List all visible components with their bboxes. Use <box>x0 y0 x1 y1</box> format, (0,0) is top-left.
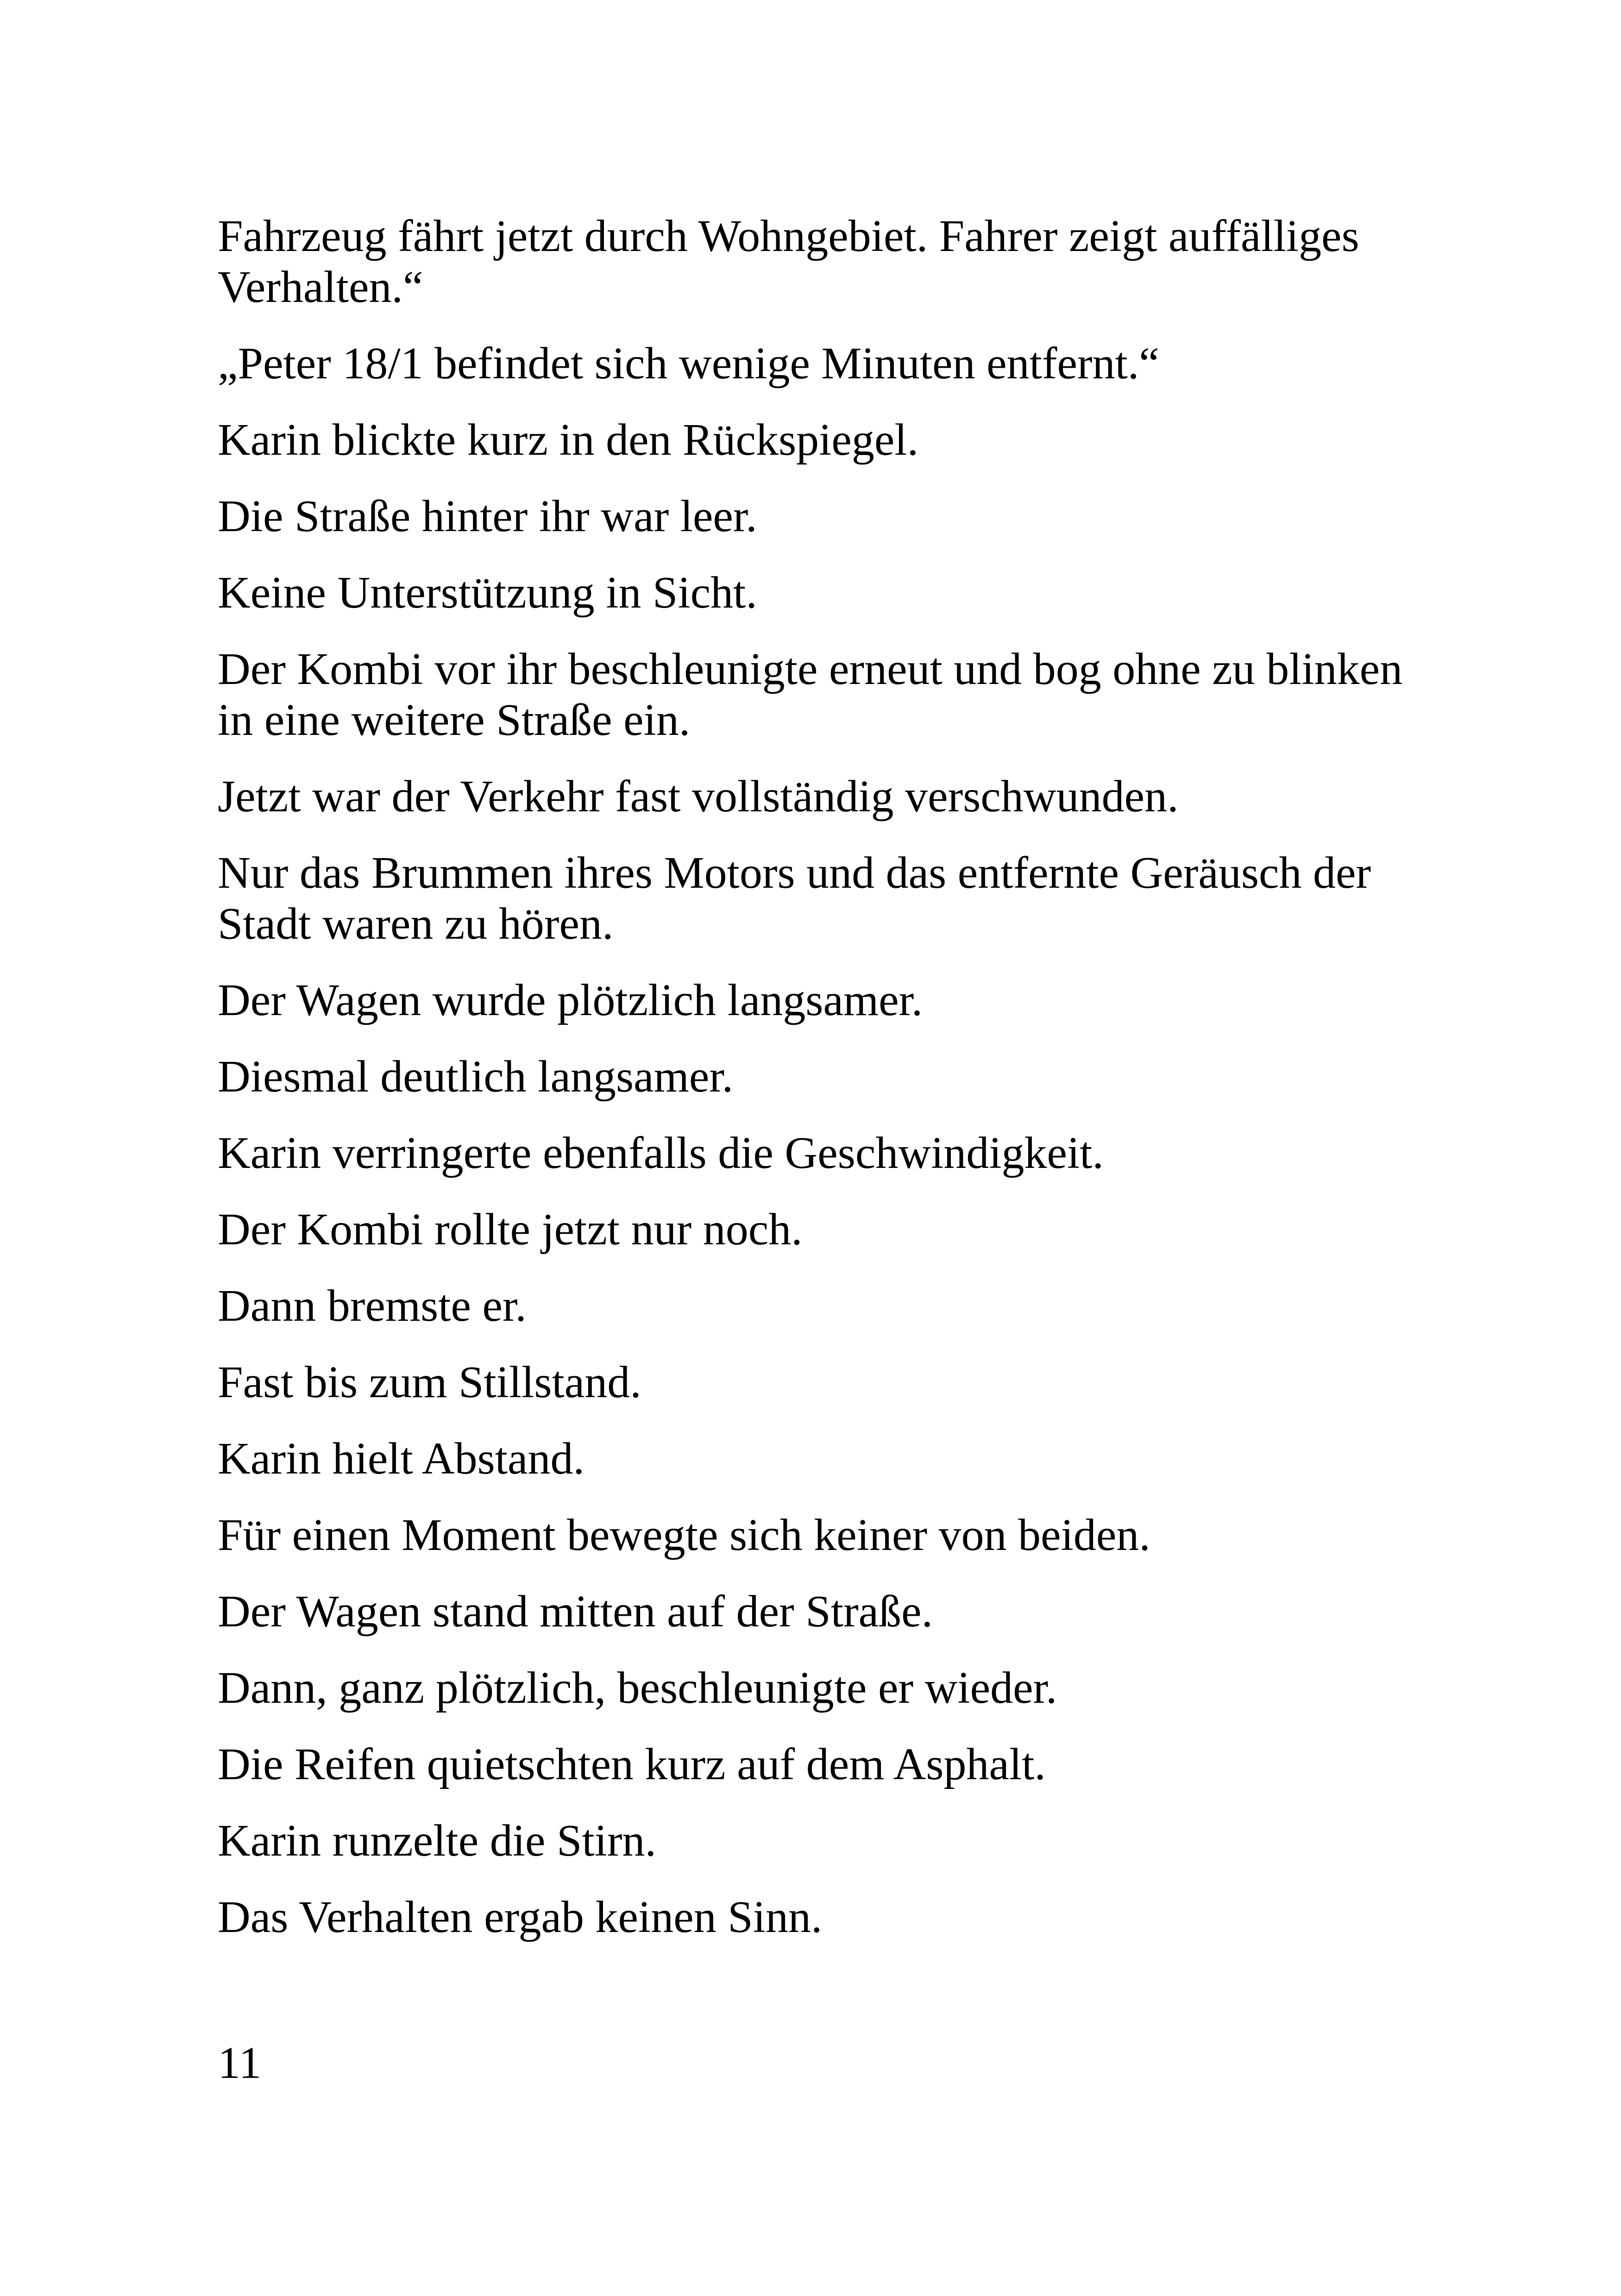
paragraph: Diesmal deutlich langsamer. <box>218 1052 734 1102</box>
paragraph: Nur das Brummen ihres Motors und das entfernte Geräusch der Stadt waren zu hören. <box>218 848 1371 949</box>
paragraph: Karin blickte kurz in den Rückspiegel. <box>218 415 919 465</box>
paragraph: Dann, ganz plötzlich, beschleunigte er wieder. <box>218 1663 1057 1713</box>
paragraph: Fahrzeug fährt jetzt durch Wohngebiet. Fahrer zeigt auffälliges Verhalten.“ <box>218 211 1359 312</box>
paragraph: Die Straße hinter ihr war leer. <box>218 491 757 541</box>
paragraph: Karin hielt Abstand. <box>218 1434 585 1484</box>
paragraph: Keine Unterstützung in Sicht. <box>218 568 757 618</box>
paragraph: Karin runzelte die Stirn. <box>218 1816 657 1866</box>
paragraph: Fast bis zum Stillstand. <box>218 1357 641 1407</box>
paragraph: Die Reifen quietschten kurz auf dem Asphalt. <box>218 1739 1046 1789</box>
paragraph: Der Kombi rollte jetzt nur noch. <box>218 1204 803 1255</box>
paragraph: „Peter 18/1 befindet sich wenige Minuten entfernt.“ <box>218 339 1159 389</box>
paragraph: Dann bremste er. <box>218 1281 527 1331</box>
paragraph: Der Wagen wurde plötzlich langsamer. <box>218 975 923 1025</box>
paragraph: Jetzt war der Verkehr fast vollständig verschwunden. <box>218 772 1179 822</box>
page-body-text <box>218 211 1431 1968</box>
paragraph: Der Wagen stand mitten auf der Straße. <box>218 1587 933 1637</box>
paragraph: Das Verhalten ergab keinen Sinn. <box>218 1892 823 1942</box>
paragraph: Für einen Moment bewegte sich keiner von beiden. <box>218 1510 1150 1560</box>
paragraph: Karin verringerte ebenfalls die Geschwindigkeit. <box>218 1128 1104 1178</box>
page-number: 11 <box>218 2038 262 2088</box>
paragraph: Der Kombi vor ihr beschleunigte erneut und bog ohne zu blinken in eine weitere Straße ein. <box>218 644 1403 745</box>
